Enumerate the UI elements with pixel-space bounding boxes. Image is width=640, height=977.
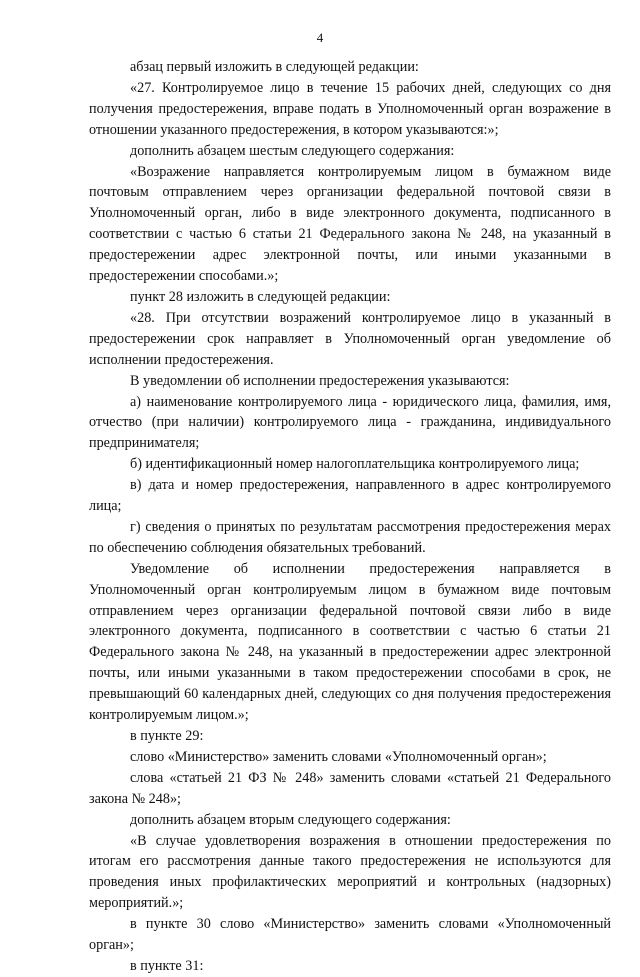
paragraph: Уведомление об исполнении предостережения направляется в Уполномоченный орган контролируемым лицом в бумажном виде почтовым отправлением через организации федеральной почтовой связи либо в виде электронного документа, подписанного в соответствии с частью 6 статьи 21 Федерального закона № 248, на указанный в предостережении адрес электронной почты, или иными указанными в таком предостережении способами в срок, не превышающий 60 календарных дней, следующих со дня получения предостережения контролируемым лицом.»;: [89, 560, 611, 724]
paragraph: «В случае удовлетворения возражения в отношении предостережения по итогам его рассмотрения данные такого предостережения не используются для проведения иных профилактических мероприятий и контрольных (надзорных) мероприятий.»;: [89, 832, 611, 912]
paragraph: дополнить абзацем шестым следующего содержания:: [130, 142, 455, 159]
paragraph: пункт 28 изложить в следующей редакции:: [130, 288, 391, 305]
paragraph: г) сведения о принятых по результатам рассмотрения предостережения мерах по обеспечению соблюдения обязательных требований.: [89, 518, 611, 556]
paragraph: в пункте 29:: [130, 728, 204, 744]
paragraph: а) наименование контролируемого лица - юридического лица, фамилия, имя, отчество (при наличии) контролируемого лица - гражданина, индивидуального предпринимателя;: [89, 393, 611, 452]
paragraph: «28. При отсутствии возражений контролируемое лицо в указанный в предостережении срок направляет в Уполномоченный орган уведомление об исполнении предостережения.: [89, 309, 611, 368]
paragraph: в пункте 30 слово «Министерство» заменить словами «Уполномоченный орган»;: [89, 916, 611, 954]
paragraph: «27. Контролируемое лицо в течение 15 рабочих дней, следующих со дня получения предостережения, вправе подать в Уполномоченный орган возражение в отношении указанного предостережения, в котором указываются:»;: [89, 79, 611, 138]
page-number: 4: [316, 30, 324, 45]
paragraph: дополнить абзацем вторым следующего содержания:: [130, 811, 451, 828]
document-body: [89, 57, 611, 977]
paragraph: слово «Министерство» заменить словами «Уполномоченный орган»;: [130, 748, 547, 765]
paragraph: в пункте 31:: [130, 957, 204, 974]
paragraph: В уведомлении об исполнении предостережения указываются:: [130, 372, 510, 389]
paragraph: в) дата и номер предостережения, направленного в адрес контролируемого лица;: [89, 477, 611, 515]
paragraph: абзац первый изложить в следующей редакции:: [130, 59, 419, 75]
paragraph: б) идентификационный номер налогоплательщика контролируемого лица;: [130, 456, 580, 473]
paragraph: «Возражение направляется контролируемым лицом в бумажном виде почтовым отправлением через организации федеральной почтовой связи в Уполномоченный орган, либо в виде электронного документа, подписанного в соответствии с частью 6 статьи 21 Федерального закона № 248, на указанный в предостережении адрес электронной почты, или иными указанными в предостережении способами.»;: [89, 163, 611, 285]
paragraph: слова «статьей 21 ФЗ № 248» заменить словами «статьей 21 Федерального закона № 248»;: [89, 769, 611, 807]
